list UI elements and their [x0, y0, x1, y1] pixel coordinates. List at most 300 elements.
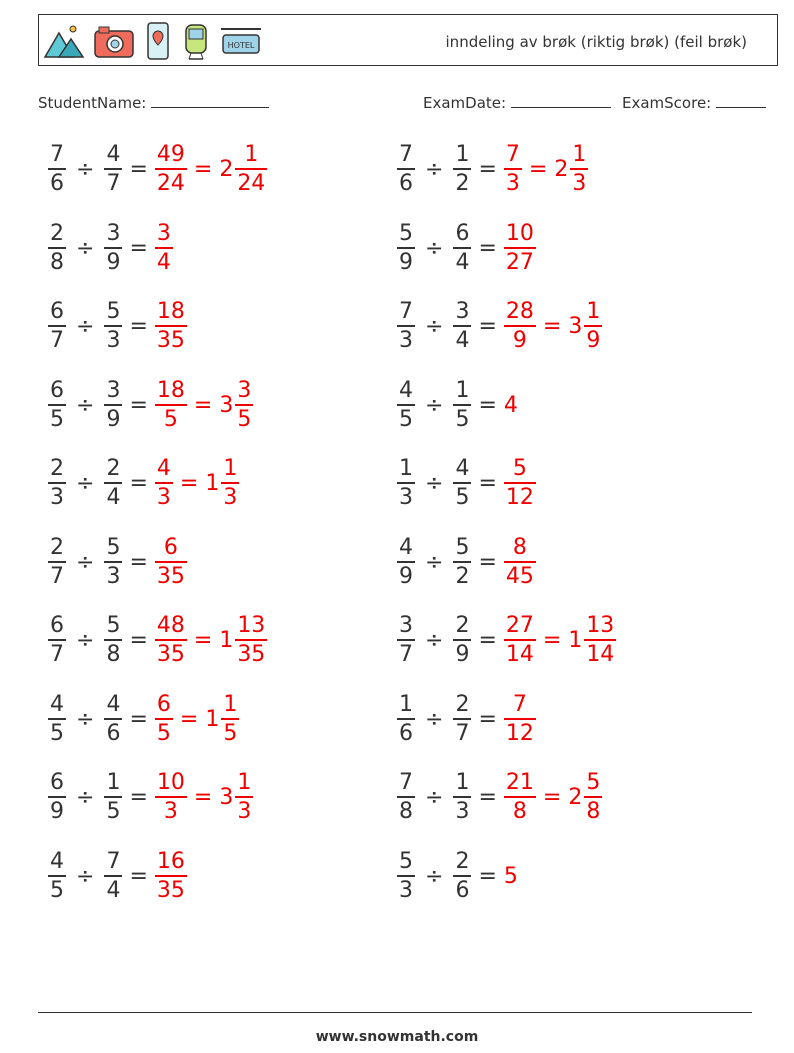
divisor-fraction-numerator: 5: [455, 534, 470, 560]
answer-fraction-numerator: 3: [156, 220, 171, 246]
footer-divider: [38, 1012, 752, 1013]
answer-fraction: [504, 615, 536, 666]
dividend-fraction-numerator: 4: [399, 534, 413, 560]
student-name-blank[interactable]: [151, 93, 269, 108]
divisor-fraction-denominator: 5: [453, 404, 471, 431]
mixed-number-fraction: [584, 615, 616, 666]
answer-equals-sign: =: [193, 628, 213, 653]
dividend-fraction-numerator: 7: [399, 299, 413, 324]
answer-equals-sign: =: [542, 314, 562, 339]
problem-item: [48, 691, 239, 746]
dividend-fraction-numerator: 6: [50, 377, 64, 403]
divide-sign: ÷: [425, 235, 444, 261]
equals-sign: =: [129, 235, 148, 261]
divisor-fraction-denominator: 3: [453, 796, 471, 823]
divide-sign: ÷: [425, 549, 444, 575]
exam-score-label: ExamScore:: [622, 94, 712, 112]
mixed-number-fraction-numerator: 1: [586, 299, 601, 324]
divisor-fraction-numerator: 4: [106, 691, 121, 717]
problem-item: [48, 377, 253, 432]
dividend-fraction-numerator: 1: [399, 691, 413, 717]
answer-equals-sign: =: [193, 392, 213, 418]
divisor-fraction-denominator: 7: [453, 718, 471, 745]
problem-item: [48, 301, 187, 352]
divisor-fraction: [104, 848, 122, 903]
equals-sign: =: [129, 392, 148, 418]
answer-equals-sign: =: [542, 785, 562, 810]
answer-fraction-denominator: 35: [155, 639, 187, 666]
dividend-fraction: [48, 848, 66, 903]
divisor-fraction-numerator: 5: [106, 613, 121, 638]
divide-sign: ÷: [425, 706, 444, 732]
camera-icon: [93, 21, 135, 61]
mixed-number-whole: 3: [568, 314, 583, 339]
mixed-number-fraction-numerator: 1: [223, 456, 238, 481]
dividend-fraction-denominator: 8: [48, 247, 66, 274]
equals-sign: =: [478, 706, 497, 732]
dividend-fraction: [48, 301, 66, 352]
dividend-fraction-denominator: 5: [48, 875, 66, 902]
answer-fraction-denominator: 27: [504, 247, 536, 274]
answer-fraction-denominator: 5: [155, 718, 173, 745]
divide-sign: ÷: [425, 157, 444, 182]
exam-date-label: ExamDate:: [423, 94, 507, 112]
icon-row: [43, 21, 263, 61]
divide-sign: ÷: [425, 471, 444, 496]
answer-fraction-numerator: 16: [156, 848, 185, 874]
mixed-number-fraction-numerator: 3: [237, 377, 252, 403]
problem-item: [48, 615, 267, 666]
equals-sign: =: [129, 314, 148, 339]
equals-sign: =: [129, 785, 148, 810]
answer-equals-sign: =: [542, 628, 562, 653]
dividend-fraction: [48, 772, 66, 823]
dividend-fraction-denominator: 3: [397, 875, 415, 902]
answer-fraction-numerator: 27: [505, 613, 534, 638]
mixed-number-whole: 2: [554, 157, 569, 182]
problem-item: [397, 220, 536, 275]
dividend-fraction-denominator: 9: [397, 561, 415, 588]
answer-fraction: [504, 772, 536, 823]
problem-item: [397, 301, 602, 352]
exam-score-blank[interactable]: [716, 93, 766, 108]
divisor-fraction-denominator: 3: [104, 561, 122, 588]
divisor-fraction-numerator: 3: [106, 220, 121, 246]
divisor-fraction-denominator: 9: [453, 639, 471, 666]
dividend-fraction: [397, 301, 415, 352]
divide-sign: ÷: [76, 471, 95, 496]
divisor-fraction-numerator: 4: [455, 456, 470, 481]
answer-fraction: [155, 220, 173, 275]
divisor-fraction-numerator: 7: [106, 848, 121, 874]
student-name-label: StudentName:: [38, 94, 147, 112]
dividend-fraction: [48, 377, 66, 432]
dividend-fraction-denominator: 7: [397, 639, 415, 666]
mixed-number-whole: 3: [219, 392, 234, 418]
divisor-fraction: [453, 301, 471, 352]
answer-fraction-numerator: 4: [156, 456, 171, 481]
mixed-number-whole: 3: [219, 785, 234, 810]
exam-date-field: [423, 93, 611, 112]
answer-fraction-denominator: 35: [155, 561, 187, 588]
answer-fraction-denominator: 14: [504, 639, 536, 666]
mixed-number-fraction-denominator: 3: [570, 168, 588, 195]
answer-whole-number: 4: [503, 392, 518, 418]
dividend-fraction-numerator: 3: [399, 613, 413, 638]
dividend-fraction: [397, 377, 415, 432]
divisor-fraction: [104, 534, 122, 589]
answer-fraction-numerator: 7: [512, 691, 527, 717]
dividend-fraction-denominator: 3: [48, 482, 66, 509]
dividend-fraction-denominator: 9: [48, 796, 66, 823]
divisor-fraction-denominator: 2: [453, 561, 471, 588]
answer-fraction-numerator: 18: [156, 299, 185, 324]
divisor-fraction: [453, 534, 471, 589]
answer-fraction-numerator: 48: [156, 613, 185, 638]
answer-fraction: [504, 144, 522, 195]
equals-sign: =: [129, 628, 148, 653]
problem-item: [48, 220, 173, 275]
problem-item: [48, 144, 267, 195]
answer-fraction-numerator: 6: [156, 691, 171, 717]
answer-fraction-numerator: 28: [505, 299, 534, 324]
dividend-fraction-numerator: 6: [50, 770, 64, 795]
divide-sign: ÷: [76, 785, 95, 810]
divide-sign: ÷: [76, 392, 95, 418]
divisor-fraction-numerator: 2: [455, 848, 470, 874]
answer-fraction-numerator: 18: [156, 377, 185, 403]
equals-sign: =: [478, 314, 497, 339]
equals-sign: =: [129, 706, 148, 732]
answer-fraction-numerator: 49: [156, 142, 185, 167]
mixed-number-fraction-denominator: 24: [235, 168, 267, 195]
dividend-fraction-denominator: 8: [397, 796, 415, 823]
divisor-fraction-denominator: 4: [453, 325, 471, 352]
dividend-fraction: [48, 220, 66, 275]
answer-fraction-numerator: 10: [505, 220, 534, 246]
divisor-fraction: [453, 144, 471, 195]
exam-score-field: [622, 93, 766, 112]
mixed-number-fraction-numerator: 1: [244, 142, 259, 167]
dividend-fraction-denominator: 6: [48, 168, 66, 195]
svg-text:HOTEL: HOTEL: [227, 41, 255, 50]
divisor-fraction-numerator: 1: [455, 770, 470, 795]
answer-fraction-denominator: 12: [504, 482, 536, 509]
problem-item: [397, 615, 616, 666]
mixed-number-whole: 1: [568, 628, 583, 653]
answer-fraction-numerator: 7: [505, 142, 520, 167]
mixed-number-whole: 1: [219, 628, 234, 653]
tram-icon: [181, 21, 211, 61]
divisor-fraction-denominator: 5: [104, 796, 122, 823]
answer-fraction: [155, 144, 187, 195]
dividend-fraction-numerator: 7: [50, 142, 64, 167]
divisor-fraction-numerator: 6: [455, 220, 470, 246]
divisor-fraction-numerator: 1: [455, 142, 470, 167]
answer-equals-sign: =: [179, 706, 199, 732]
divisor-fraction-numerator: 4: [106, 142, 121, 167]
answer-fraction: [155, 377, 187, 432]
dividend-fraction-numerator: 2: [50, 534, 64, 560]
dividend-fraction-numerator: 4: [50, 691, 64, 717]
answer-fraction: [504, 691, 536, 746]
answer-fraction-denominator: 12: [504, 718, 536, 745]
answer-fraction: [155, 534, 187, 589]
mixed-number-fraction: [235, 144, 267, 195]
problem-item: [48, 458, 239, 509]
answer-fraction-denominator: 3: [155, 482, 173, 509]
answer-fraction-denominator: 8: [504, 796, 536, 823]
dividend-fraction-numerator: 1: [399, 456, 413, 481]
equals-sign: =: [478, 235, 497, 261]
dividend-fraction-denominator: 3: [397, 325, 415, 352]
footer-url: www.snowmath.com: [315, 1029, 479, 1045]
mixed-number-fraction-denominator: 3: [221, 482, 239, 509]
dividend-fraction-denominator: 7: [48, 325, 66, 352]
answer-fraction: [155, 301, 187, 352]
equals-sign: =: [478, 863, 497, 889]
answer-fraction-denominator: 9: [504, 325, 536, 352]
exam-date-blank[interactable]: [511, 93, 611, 108]
problem-item: [397, 534, 536, 589]
divisor-fraction: [104, 458, 122, 509]
divide-sign: ÷: [76, 157, 95, 182]
dividend-fraction: [397, 534, 415, 589]
answer-fraction: [504, 534, 536, 589]
dividend-fraction: [48, 615, 66, 666]
problem-item: [397, 691, 536, 746]
dividend-fraction-numerator: 5: [399, 220, 413, 246]
dividend-fraction-denominator: 6: [397, 168, 415, 195]
mixed-number-fraction: [584, 772, 602, 823]
map-pin-phone-icon: [143, 21, 173, 61]
divisor-fraction-denominator: 4: [104, 875, 122, 902]
equals-sign: =: [478, 785, 497, 810]
mixed-number-fraction-denominator: 5: [235, 404, 253, 431]
problem-item: [397, 144, 588, 195]
divisor-fraction: [104, 615, 122, 666]
equals-sign: =: [129, 471, 148, 496]
answer-fraction-numerator: 21: [505, 770, 534, 795]
dividend-fraction-numerator: 4: [399, 377, 413, 403]
divisor-fraction-numerator: 1: [106, 770, 121, 795]
mixed-number-fraction: [235, 615, 267, 666]
divide-sign: ÷: [425, 863, 444, 889]
divisor-fraction-numerator: 3: [455, 299, 470, 324]
dividend-fraction-denominator: 5: [397, 404, 415, 431]
divisor-fraction-denominator: 9: [104, 404, 122, 431]
dividend-fraction-denominator: 5: [48, 718, 66, 745]
dividend-fraction-numerator: 5: [399, 848, 413, 874]
dividend-fraction-denominator: 7: [48, 561, 66, 588]
problem-item: [48, 534, 187, 589]
mixed-number-fraction-numerator: 5: [586, 770, 601, 795]
equals-sign: =: [478, 392, 497, 418]
answer-fraction: [155, 848, 187, 903]
dividend-fraction-denominator: 7: [48, 639, 66, 666]
header-box: [38, 14, 778, 66]
answer-fraction-numerator: 6: [163, 534, 178, 560]
equals-sign: =: [478, 157, 497, 182]
divisor-fraction-denominator: 6: [104, 718, 122, 745]
dividend-fraction-denominator: 3: [397, 482, 415, 509]
worksheet-title: inndeling av brøk (riktig brøk) (feil brøk): [445, 33, 747, 51]
divisor-fraction-numerator: 1: [455, 377, 470, 403]
dividend-fraction-denominator: 6: [397, 718, 415, 745]
answer-fraction-numerator: 10: [156, 770, 185, 795]
answer-equals-sign: =: [193, 785, 213, 810]
problem-item: [48, 848, 187, 903]
mixed-number-fraction-numerator: 13: [237, 613, 266, 638]
equals-sign: =: [129, 863, 148, 889]
divisor-fraction: [104, 377, 122, 432]
dividend-fraction-numerator: 6: [50, 613, 64, 638]
dividend-fraction: [397, 615, 415, 666]
divisor-fraction: [104, 301, 122, 352]
divisor-fraction-numerator: 2: [455, 691, 470, 717]
mixed-number-fraction-denominator: 9: [584, 325, 602, 352]
mixed-number-whole: 1: [205, 706, 220, 732]
mixed-number-fraction-numerator: 1: [572, 142, 587, 167]
answer-equals-sign: =: [528, 157, 548, 182]
mixed-number-fraction-numerator: 1: [237, 770, 252, 795]
answer-fraction-denominator: 24: [155, 168, 187, 195]
answer-fraction-denominator: 35: [155, 325, 187, 352]
equals-sign: =: [129, 157, 148, 182]
divisor-fraction-numerator: 2: [455, 613, 470, 638]
divisor-fraction: [453, 691, 471, 746]
mixed-number-fraction-denominator: 14: [584, 639, 616, 666]
dividend-fraction: [397, 144, 415, 195]
divisor-fraction: [104, 691, 122, 746]
divisor-fraction: [453, 220, 471, 275]
equals-sign: =: [478, 549, 497, 575]
answer-whole-number: 5: [503, 863, 518, 889]
dividend-fraction: [397, 848, 415, 903]
divisor-fraction-numerator: 5: [106, 299, 121, 324]
divisor-fraction-denominator: 9: [104, 247, 122, 274]
problem-item: [397, 458, 536, 509]
divisor-fraction-numerator: 2: [106, 456, 121, 481]
mixed-number-fraction: [221, 691, 239, 746]
divide-sign: ÷: [76, 863, 95, 889]
mixed-number-fraction-numerator: 13: [586, 613, 615, 638]
divisor-fraction: [453, 848, 471, 903]
dividend-fraction: [48, 691, 66, 746]
answer-fraction: [155, 615, 187, 666]
divisor-fraction-denominator: 2: [453, 168, 471, 195]
divisor-fraction-denominator: 3: [104, 325, 122, 352]
divisor-fraction: [104, 144, 122, 195]
answer-fraction-numerator: 8: [512, 534, 527, 560]
divisor-fraction-denominator: 7: [104, 168, 122, 195]
mixed-number-whole: 2: [219, 157, 234, 182]
divisor-fraction-denominator: 8: [104, 639, 122, 666]
answer-fraction-denominator: 35: [155, 875, 187, 902]
divisor-fraction: [104, 220, 122, 275]
problem-item: [397, 377, 518, 432]
dividend-fraction-numerator: 6: [50, 299, 64, 324]
divisor-fraction-denominator: 6: [453, 875, 471, 902]
answer-fraction: [504, 301, 536, 352]
dividend-fraction-numerator: 2: [50, 220, 64, 246]
answer-equals-sign: =: [179, 471, 199, 496]
answer-fraction: [504, 220, 536, 275]
dividend-fraction: [48, 458, 66, 509]
answer-equals-sign: =: [193, 157, 213, 182]
mountain-icon: [43, 21, 85, 61]
divide-sign: ÷: [76, 628, 95, 653]
answer-fraction-denominator: 3: [504, 168, 522, 195]
divide-sign: ÷: [425, 392, 444, 418]
divisor-fraction-denominator: 4: [453, 247, 471, 274]
answer-fraction-denominator: 45: [504, 561, 536, 588]
divide-sign: ÷: [425, 314, 444, 339]
mixed-number-fraction-denominator: 8: [584, 796, 602, 823]
hotel-sign-icon: [219, 21, 263, 61]
problem-item: [397, 848, 518, 903]
answer-fraction-denominator: 5: [155, 404, 187, 431]
problem-item: [397, 772, 602, 823]
answer-fraction: [155, 772, 187, 823]
divisor-fraction-numerator: 5: [106, 534, 121, 560]
divisor-fraction: [453, 377, 471, 432]
mixed-number-fraction-denominator: 5: [221, 718, 239, 745]
dividend-fraction: [397, 220, 415, 275]
mixed-number-fraction: [235, 377, 253, 432]
answer-fraction-denominator: 3: [155, 796, 187, 823]
divisor-fraction: [453, 615, 471, 666]
divisor-fraction: [104, 772, 122, 823]
dividend-fraction: [397, 691, 415, 746]
dividend-fraction-numerator: 7: [399, 770, 413, 795]
answer-fraction-numerator: 5: [512, 456, 527, 481]
divisor-fraction-denominator: 5: [453, 482, 471, 509]
problem-item: [48, 772, 253, 823]
mixed-number-whole: 2: [568, 785, 583, 810]
mixed-number-fraction: [221, 458, 239, 509]
divisor-fraction: [453, 458, 471, 509]
divisor-fraction: [453, 772, 471, 823]
divide-sign: ÷: [76, 706, 95, 732]
mixed-number-fraction: [235, 772, 253, 823]
mixed-number-fraction-denominator: 35: [235, 639, 267, 666]
divisor-fraction-numerator: 3: [106, 377, 121, 403]
dividend-fraction-numerator: 4: [50, 848, 64, 874]
mixed-number-fraction-denominator: 3: [235, 796, 253, 823]
student-name-field: [38, 93, 269, 112]
dividend-fraction-denominator: 9: [397, 247, 415, 274]
divide-sign: ÷: [76, 314, 95, 339]
answer-fraction: [155, 691, 173, 746]
equals-sign: =: [129, 549, 148, 575]
mixed-number-fraction-numerator: 1: [223, 691, 238, 717]
divide-sign: ÷: [425, 628, 444, 653]
dividend-fraction: [397, 772, 415, 823]
dividend-fraction: [48, 144, 66, 195]
mixed-number-fraction: [570, 144, 588, 195]
divide-sign: ÷: [76, 549, 95, 575]
mixed-number-whole: 1: [205, 471, 220, 496]
divide-sign: ÷: [76, 235, 95, 261]
divide-sign: ÷: [425, 785, 444, 810]
dividend-fraction-denominator: 5: [48, 404, 66, 431]
answer-fraction: [504, 458, 536, 509]
equals-sign: =: [478, 628, 497, 653]
dividend-fraction-numerator: 7: [399, 142, 413, 167]
mixed-number-fraction: [584, 301, 602, 352]
dividend-fraction-numerator: 2: [50, 456, 64, 481]
